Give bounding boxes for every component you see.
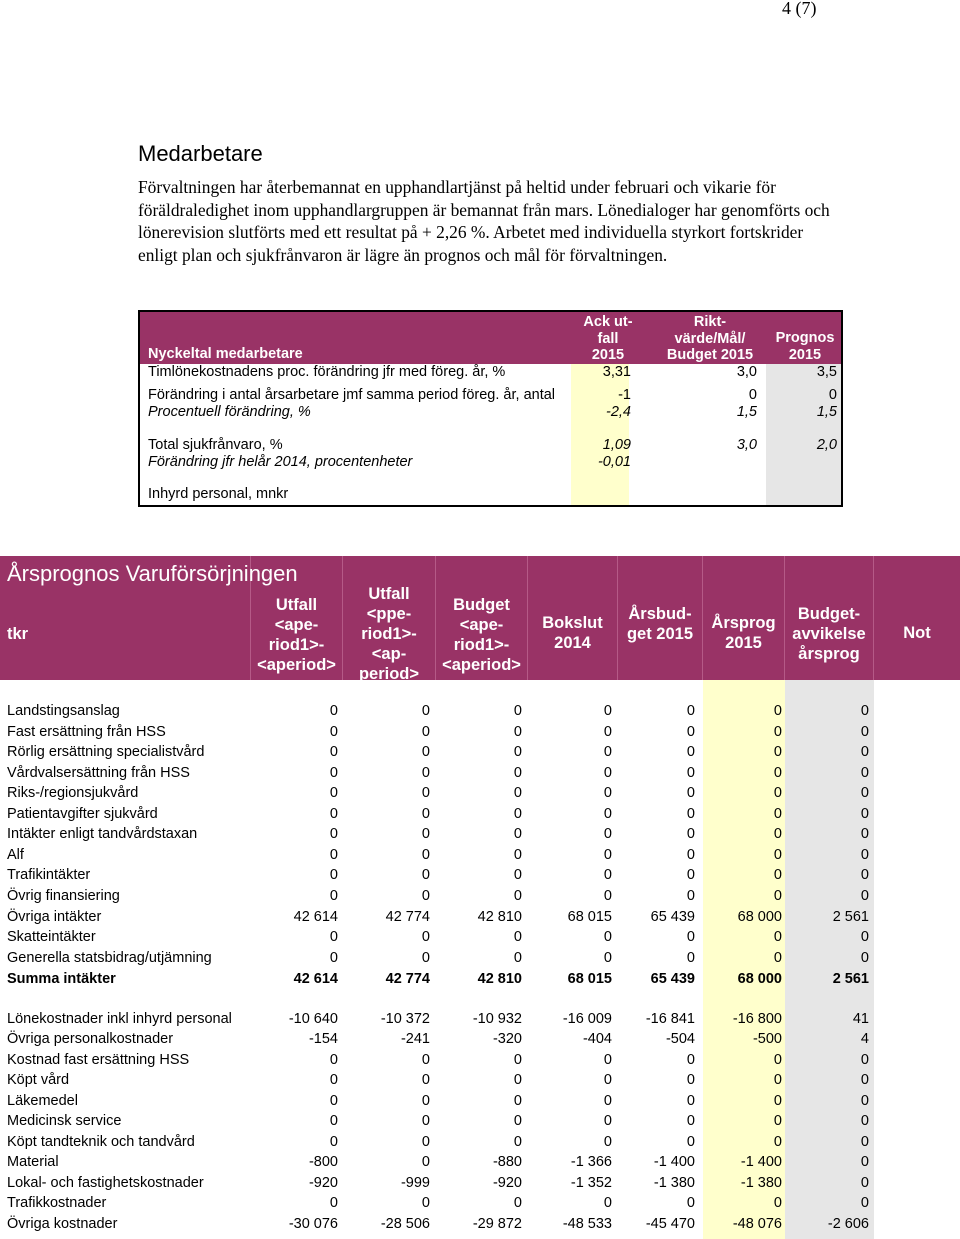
row-value: 0: [421, 1154, 430, 1170]
row-value: -320: [492, 1031, 522, 1047]
row-value: 0: [686, 1093, 695, 1109]
row-value: 0: [773, 1113, 782, 1129]
row-label: Fast ersättning från HSS: [7, 724, 166, 740]
row-value: 0: [329, 847, 338, 863]
table-row: [0, 1195, 960, 1215]
section-intro: Förvaltningen har återbemannat en upphandlartjänst på heltid under februari och vikarie för föräldraledighet inom upphandlargruppen är bemannat från mars. Lönedialoger har genomförts och lönerevision slutförts med ett resultat på + 2,26 %. Arbetet med individuella styrkort fortskrider enligt plan och sjukfrånvaron är lägre än prognos och mål för förvaltningen.: [138, 177, 830, 265]
row-value: 42 810: [477, 909, 522, 925]
row-value: 0: [860, 1052, 869, 1068]
kpi-row-value: 0: [828, 387, 837, 403]
row-value: 0: [686, 1113, 695, 1129]
row-value: 0: [329, 806, 338, 822]
row-value: 0: [686, 888, 695, 904]
row-value: 0: [773, 847, 782, 863]
row-label: Övrig finansiering: [7, 888, 120, 904]
row-value: -10 640: [288, 1011, 338, 1027]
row-value: 0: [686, 867, 695, 883]
kpi-header-col1: Ack ut- fall 2015: [583, 314, 633, 363]
row-label: Riks-/regionsjukvård: [7, 785, 139, 801]
row-label: Lönekostnader inkl inhyrd personal: [7, 1011, 232, 1027]
row-value: 0: [329, 826, 338, 842]
row-value: -1 366: [570, 1154, 612, 1170]
row-value: 0: [421, 806, 430, 822]
row-value: -16 841: [645, 1011, 695, 1027]
row-value: 0: [773, 724, 782, 740]
row-value: -880: [492, 1154, 522, 1170]
row-value: 0: [421, 1072, 430, 1088]
row-value: 0: [773, 826, 782, 842]
row-value: 0: [513, 929, 522, 945]
table-row: [0, 909, 960, 929]
row-value: 0: [603, 847, 612, 863]
row-value: 0: [603, 703, 612, 719]
table-row: [0, 867, 960, 887]
table-row: [0, 1154, 960, 1174]
row-value: 0: [421, 950, 430, 966]
row-label: Köpt vård: [7, 1072, 70, 1088]
row-value: 0: [513, 888, 522, 904]
kpi-row-value: 1,5: [736, 404, 757, 420]
row-value: -241: [400, 1031, 430, 1047]
row-value: 0: [421, 765, 430, 781]
row-value: 0: [860, 826, 869, 842]
row-value: 0: [513, 867, 522, 883]
row-value: 0: [603, 744, 612, 760]
table-row: [0, 1011, 960, 1031]
row-value: -920: [308, 1175, 338, 1191]
row-value: 0: [603, 1195, 612, 1211]
row-value: 0: [686, 1195, 695, 1211]
kpi-header-col3: Prognos 2015: [775, 330, 835, 363]
row-value: 0: [421, 847, 430, 863]
row-label: Övriga kostnader: [7, 1216, 118, 1232]
table-row: [0, 929, 960, 949]
row-value: 0: [513, 744, 522, 760]
table-row: [0, 1052, 960, 1072]
row-value: 0: [860, 888, 869, 904]
row-label: Summa intäkter: [7, 971, 116, 987]
kpi-row-value: 3,31: [602, 364, 631, 380]
row-value: 0: [421, 867, 430, 883]
row-value: 0: [329, 765, 338, 781]
row-value: 0: [860, 1175, 869, 1191]
row-value: 65 439: [650, 909, 695, 925]
row-label: Medicinsk service: [7, 1113, 122, 1129]
table-row: [0, 971, 960, 991]
row-value: 0: [513, 703, 522, 719]
row-label: Alf: [7, 847, 24, 863]
row-value: 0: [513, 1195, 522, 1211]
row-label: Trafikintäkter: [7, 867, 91, 883]
main-table-title: Årsprognos Varuförsörjningen: [7, 561, 298, 586]
row-value: -1 400: [740, 1154, 782, 1170]
row-value: 0: [686, 806, 695, 822]
row-value: 65 439: [650, 971, 695, 987]
row-value: 0: [421, 724, 430, 740]
main-header-cell: [618, 556, 703, 680]
main-column-header: Utfall <ppe- riod1>- <ap- period>: [358, 585, 420, 683]
row-value: 0: [329, 744, 338, 760]
kpi-row-label: Total sjukfrånvaro, %: [148, 437, 283, 453]
row-label: Köpt tandteknik och tandvård: [7, 1134, 195, 1150]
table-row: [0, 1216, 960, 1236]
main-column-header: Not: [903, 624, 931, 642]
main-column-header: Årsbud- get 2015: [626, 605, 694, 643]
row-value: 0: [513, 724, 522, 740]
row-value: -10 932: [472, 1011, 522, 1027]
row-label: Vårdvalsersättning från HSS: [7, 765, 190, 781]
row-label: Patientavgifter sjukvård: [7, 806, 158, 822]
kpi-header-col2: Rikt- värde/Mål/ Budget 2015: [666, 314, 754, 363]
kpi-row-value: -0,01: [597, 454, 631, 470]
kpi-table: [138, 310, 843, 507]
kpi-actual-column-band: [571, 364, 629, 507]
table-row: [0, 1031, 960, 1051]
row-value: 0: [860, 1134, 869, 1150]
table-row: [0, 888, 960, 908]
row-value: 0: [603, 929, 612, 945]
row-value: 0: [329, 929, 338, 945]
row-value: 0: [603, 765, 612, 781]
row-value: 0: [860, 1113, 869, 1129]
main-column-header: Budget <ape- riod1>- <aperiod>: [442, 596, 521, 674]
kpi-row-value: 0: [748, 387, 757, 403]
table-row: [0, 826, 960, 846]
row-value: 0: [513, 785, 522, 801]
row-value: 0: [686, 847, 695, 863]
row-value: 42 810: [477, 971, 522, 987]
row-value: 0: [513, 765, 522, 781]
row-value: 0: [860, 867, 869, 883]
row-value: -2 606: [827, 1216, 869, 1232]
row-value: -504: [665, 1031, 695, 1047]
row-label: Övriga personalkostnader: [7, 1031, 174, 1047]
row-value: 0: [773, 1093, 782, 1109]
row-value: 0: [329, 724, 338, 740]
main-column-header: Budget- avvikelse årsprog: [792, 605, 866, 663]
row-value: 0: [329, 888, 338, 904]
row-value: 0: [860, 744, 869, 760]
row-value: 0: [421, 785, 430, 801]
table-row: [0, 847, 960, 867]
table-row: [0, 703, 960, 723]
kpi-row-value: 1,5: [816, 404, 837, 420]
kpi-row-label: Procentuell förändring, %: [148, 404, 311, 420]
row-value: 0: [773, 929, 782, 945]
row-value: 0: [686, 1134, 695, 1150]
row-value: -154: [308, 1031, 338, 1047]
row-label: Generella statsbidrag/utjämning: [7, 950, 212, 966]
row-value: 42 774: [385, 909, 430, 925]
row-value: -28 506: [380, 1216, 430, 1232]
row-value: -10 372: [380, 1011, 430, 1027]
kpi-row-value: 3,0: [736, 437, 757, 453]
main-column-header: Utfall <ape- riod1>- <aperiod>: [257, 596, 336, 674]
row-value: 42 774: [385, 971, 430, 987]
row-value: 0: [860, 1195, 869, 1211]
row-value: 0: [513, 1113, 522, 1129]
kpi-row-value: 3,0: [736, 364, 757, 380]
table-row: [0, 1113, 960, 1133]
main-header-cell: [528, 556, 618, 680]
row-value: 0: [686, 1072, 695, 1088]
table-row: [0, 785, 960, 805]
row-value: 0: [513, 950, 522, 966]
row-label: Material: [7, 1154, 59, 1170]
row-value: 41: [852, 1011, 869, 1027]
row-value: 2 561: [832, 971, 869, 987]
row-value: 0: [686, 826, 695, 842]
kpi-row-label: Timlönekostnadens proc. förändring jfr med föreg. år, %: [148, 364, 506, 380]
row-value: 0: [860, 765, 869, 781]
row-value: 42 614: [293, 971, 338, 987]
row-value: 0: [860, 929, 869, 945]
row-value: 0: [421, 1052, 430, 1068]
row-value: -45 470: [645, 1216, 695, 1232]
row-value: 0: [603, 867, 612, 883]
row-label: Kostnad fast ersättning HSS: [7, 1052, 190, 1068]
row-label: Läkemedel: [7, 1093, 78, 1109]
row-value: 0: [860, 1154, 869, 1170]
row-value: 0: [421, 929, 430, 945]
row-value: 0: [686, 765, 695, 781]
kpi-row-label: Förändring jfr helår 2014, procentenheter: [148, 454, 413, 470]
row-value: 68 015: [567, 909, 612, 925]
main-header-cell: [703, 556, 785, 680]
row-value: 0: [686, 724, 695, 740]
row-value: 0: [773, 703, 782, 719]
row-value: 0: [603, 1052, 612, 1068]
table-row: [0, 765, 960, 785]
row-value: 0: [329, 1052, 338, 1068]
row-value: 0: [603, 1134, 612, 1150]
kpi-forecast-column-band: [766, 364, 841, 507]
row-value: 0: [603, 826, 612, 842]
kpi-row-value: 1,09: [602, 437, 631, 453]
row-label: Lokal- och fastighetskostnader: [7, 1175, 204, 1191]
kpi-row-label: Inhyrd personal, mnkr: [148, 486, 289, 502]
row-value: 0: [513, 1093, 522, 1109]
row-value: -1 380: [740, 1175, 782, 1191]
page-number: 4 (7): [782, 0, 817, 18]
row-value: 0: [421, 1195, 430, 1211]
row-label: Skatteintäkter: [7, 929, 96, 945]
kpi-row-value: 3,5: [816, 364, 837, 380]
row-value: 0: [773, 888, 782, 904]
row-value: 0: [329, 1093, 338, 1109]
row-value: 0: [603, 950, 612, 966]
row-value: 0: [860, 847, 869, 863]
row-value: -1 400: [653, 1154, 695, 1170]
row-value: 0: [421, 826, 430, 842]
row-value: 68 000: [737, 971, 782, 987]
row-value: 0: [860, 806, 869, 822]
row-value: 0: [329, 785, 338, 801]
row-value: 0: [329, 867, 338, 883]
row-label: Trafikkostnader: [7, 1195, 107, 1211]
row-value: 0: [513, 826, 522, 842]
row-value: 0: [513, 1052, 522, 1068]
row-value: 4: [860, 1031, 869, 1047]
table-row: [0, 1134, 960, 1154]
row-value: 0: [421, 888, 430, 904]
row-value: 0: [773, 1134, 782, 1150]
row-value: -920: [492, 1175, 522, 1191]
row-value: 0: [686, 950, 695, 966]
row-value: 42 614: [293, 909, 338, 925]
row-value: 0: [773, 1195, 782, 1211]
row-value: 0: [421, 1093, 430, 1109]
row-label: Rörlig ersättning specialistvård: [7, 744, 205, 760]
row-value: 0: [860, 1093, 869, 1109]
table-row: [0, 1093, 960, 1113]
row-value: 0: [860, 950, 869, 966]
row-value: 0: [686, 785, 695, 801]
row-value: 0: [686, 744, 695, 760]
row-value: 0: [860, 1072, 869, 1088]
row-value: 0: [860, 703, 869, 719]
row-value: -48 533: [562, 1216, 612, 1232]
row-value: 0: [421, 744, 430, 760]
row-value: 0: [773, 744, 782, 760]
table-row: [0, 806, 960, 826]
row-value: 0: [773, 806, 782, 822]
main-header-cell: [874, 556, 960, 680]
row-value: 0: [686, 1052, 695, 1068]
row-value: 0: [329, 1134, 338, 1150]
row-value: -16 009: [562, 1011, 612, 1027]
row-label: Landstingsanslag: [7, 703, 120, 719]
row-value: 0: [329, 1195, 338, 1211]
row-value: 0: [773, 1072, 782, 1088]
row-value: 0: [513, 847, 522, 863]
row-label: Övriga intäkter: [7, 909, 102, 925]
kpi-row-value: 2,0: [816, 437, 837, 453]
row-value: 0: [329, 1072, 338, 1088]
row-value: -48 076: [732, 1216, 782, 1232]
row-value: -500: [752, 1031, 782, 1047]
row-value: -30 076: [288, 1216, 338, 1232]
row-value: 0: [513, 806, 522, 822]
row-value: 0: [773, 1052, 782, 1068]
row-value: 0: [421, 703, 430, 719]
table-row: [0, 724, 960, 744]
unit-label: tkr: [7, 625, 29, 643]
row-value: 0: [686, 703, 695, 719]
row-value: -800: [308, 1154, 338, 1170]
row-value: 0: [421, 1113, 430, 1129]
row-value: 68 015: [567, 971, 612, 987]
row-value: 0: [860, 785, 869, 801]
row-value: 0: [773, 765, 782, 781]
row-value: -1 352: [570, 1175, 612, 1191]
row-value: 0: [860, 724, 869, 740]
row-value: 0: [603, 1093, 612, 1109]
main-column-header: Bokslut 2014: [542, 614, 603, 652]
row-value: 0: [773, 950, 782, 966]
row-value: 0: [773, 785, 782, 801]
row-value: 0: [773, 867, 782, 883]
row-value: 0: [513, 1134, 522, 1150]
main-header-cell: [343, 556, 436, 683]
row-value: 0: [421, 1134, 430, 1150]
kpi-header-label: Nyckeltal medarbetare: [148, 346, 303, 362]
table-row: [0, 1072, 960, 1092]
row-value: -16 800: [732, 1011, 782, 1027]
table-row: [0, 1175, 960, 1195]
main-header-cell: [436, 556, 528, 680]
main-header-cell: [785, 556, 874, 680]
row-value: 0: [686, 929, 695, 945]
row-value: 0: [603, 888, 612, 904]
row-value: 0: [329, 950, 338, 966]
row-value: -999: [400, 1175, 430, 1191]
kpi-row-label: Förändring i antal årsarbetare jmf samma period föreg. år, antal: [148, 387, 556, 403]
row-value: 0: [329, 1113, 338, 1129]
row-value: 2 561: [832, 909, 869, 925]
table-row: [0, 950, 960, 970]
table-row: [0, 744, 960, 764]
row-value: -404: [582, 1031, 612, 1047]
row-value: 0: [603, 1072, 612, 1088]
row-value: 68 000: [737, 909, 782, 925]
kpi-row-value: -2,4: [606, 404, 631, 420]
row-value: 0: [603, 785, 612, 801]
row-value: 0: [603, 724, 612, 740]
row-label: Intäkter enligt tandvårdstaxan: [7, 826, 198, 842]
row-value: -1 380: [653, 1175, 695, 1191]
kpi-table-header: [140, 312, 841, 364]
kpi-row-value: -1: [618, 387, 631, 403]
row-value: 0: [603, 806, 612, 822]
row-value: 0: [513, 1072, 522, 1088]
row-value: 0: [603, 1113, 612, 1129]
row-value: -29 872: [472, 1216, 522, 1232]
section-heading: Medarbetare: [138, 141, 263, 166]
row-value: 0: [329, 703, 338, 719]
main-column-header: Årsprog 2015: [711, 614, 776, 652]
